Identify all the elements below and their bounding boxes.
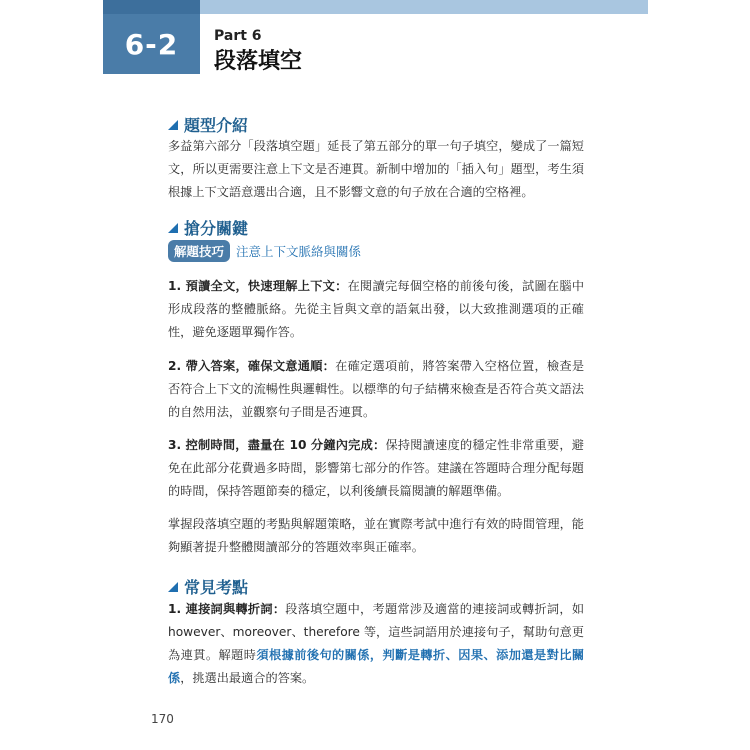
common-item-body-b: ，挑選出最適合的答案。: [180, 671, 315, 685]
key-item-2: [168, 355, 584, 424]
page-number: 170: [151, 712, 174, 726]
section-heading-key: [168, 216, 248, 239]
chapter-number: 6-2: [124, 27, 179, 61]
key-item-3: [168, 434, 584, 503]
section-heading-common: [168, 575, 248, 598]
top-bar-dark: [103, 0, 200, 14]
key-item-lead: 2. 帶入答案，確保文意通順：: [168, 359, 336, 373]
key-item-body: 在確定選項前，將答案帶入空格位置，檢查是否符合上下文的流暢性與邏輯性。以標準的句子結構來檢查是否符合英文語法的自然用法，並觀察句子間是否連貫。: [168, 359, 585, 419]
top-bar-light: [200, 0, 648, 14]
section-title: 題型介紹: [184, 116, 249, 135]
section-triangle-icon: [168, 223, 178, 233]
section-title: 常見考點: [184, 578, 249, 597]
key-item-1: [168, 275, 584, 344]
summary-paragraph: 掌握段落填空題的考點與解題策略，並在實際考試中進行有效的時間管理，能夠顯著提升整體閱讀部分的答題效率與正確率。: [168, 517, 584, 554]
common-item-body-a: 段落填空題中，考題常涉及適當的連接詞或轉折詞，如 however、moreover、therefore 等，這些詞語用於連接句子，幫助句意更為連貫。解題時: [168, 602, 585, 662]
key-item-body: 在閱讀完每個空格的前後句後，試圖在腦中形成段落的整體脈絡。先從主旨與文章的語氣出發，以大致推測選項的正確性，避免逐題單獨作答。: [168, 279, 585, 339]
section-heading-intro: [168, 113, 248, 136]
part-label: Part 6: [214, 28, 262, 44]
common-item-highlight: 須根據前後句的關係，判斷是轉折、因果、添加還是對比關係: [168, 648, 585, 685]
common-item-lead: 1. 連接詞與轉折詞：: [168, 602, 286, 616]
section-triangle-icon: [168, 120, 178, 130]
key-item-lead: 3. 控制時間，盡量在 10 分鐘內完成：: [168, 438, 386, 452]
tip-text: 注意上下文脈絡與關係: [236, 244, 362, 259]
intro-paragraph: 多益第六部分「段落填空題」延長了第五部分的單一句子填空，變成了一篇短文，所以更需要注意上下文是否連貫。新制中增加的「插入句」題型，考生須根據上下文語意選出合適，且不影響文意的句子放在合適的空格裡。: [168, 139, 584, 199]
section-title: 搶分關鍵: [184, 219, 249, 238]
tip-badge: 解題技巧: [168, 240, 230, 262]
tip-row: [168, 240, 361, 262]
key-item-body: 保持閱讀速度的穩定性非常重要，避免在此部分花費過多時間，影響第七部分的作答。建議在答題時合理分配每題的時間，保持答題節奏的穩定，以利後續長篇閱讀的解題準備。: [168, 438, 584, 498]
section-triangle-icon: [168, 582, 178, 592]
key-item-lead: 1. 預讀全文，快速理解上下文：: [168, 279, 348, 293]
common-item-1: [168, 598, 584, 690]
chapter-number-box: [103, 14, 200, 74]
part-title: 段落填空: [214, 49, 303, 74]
